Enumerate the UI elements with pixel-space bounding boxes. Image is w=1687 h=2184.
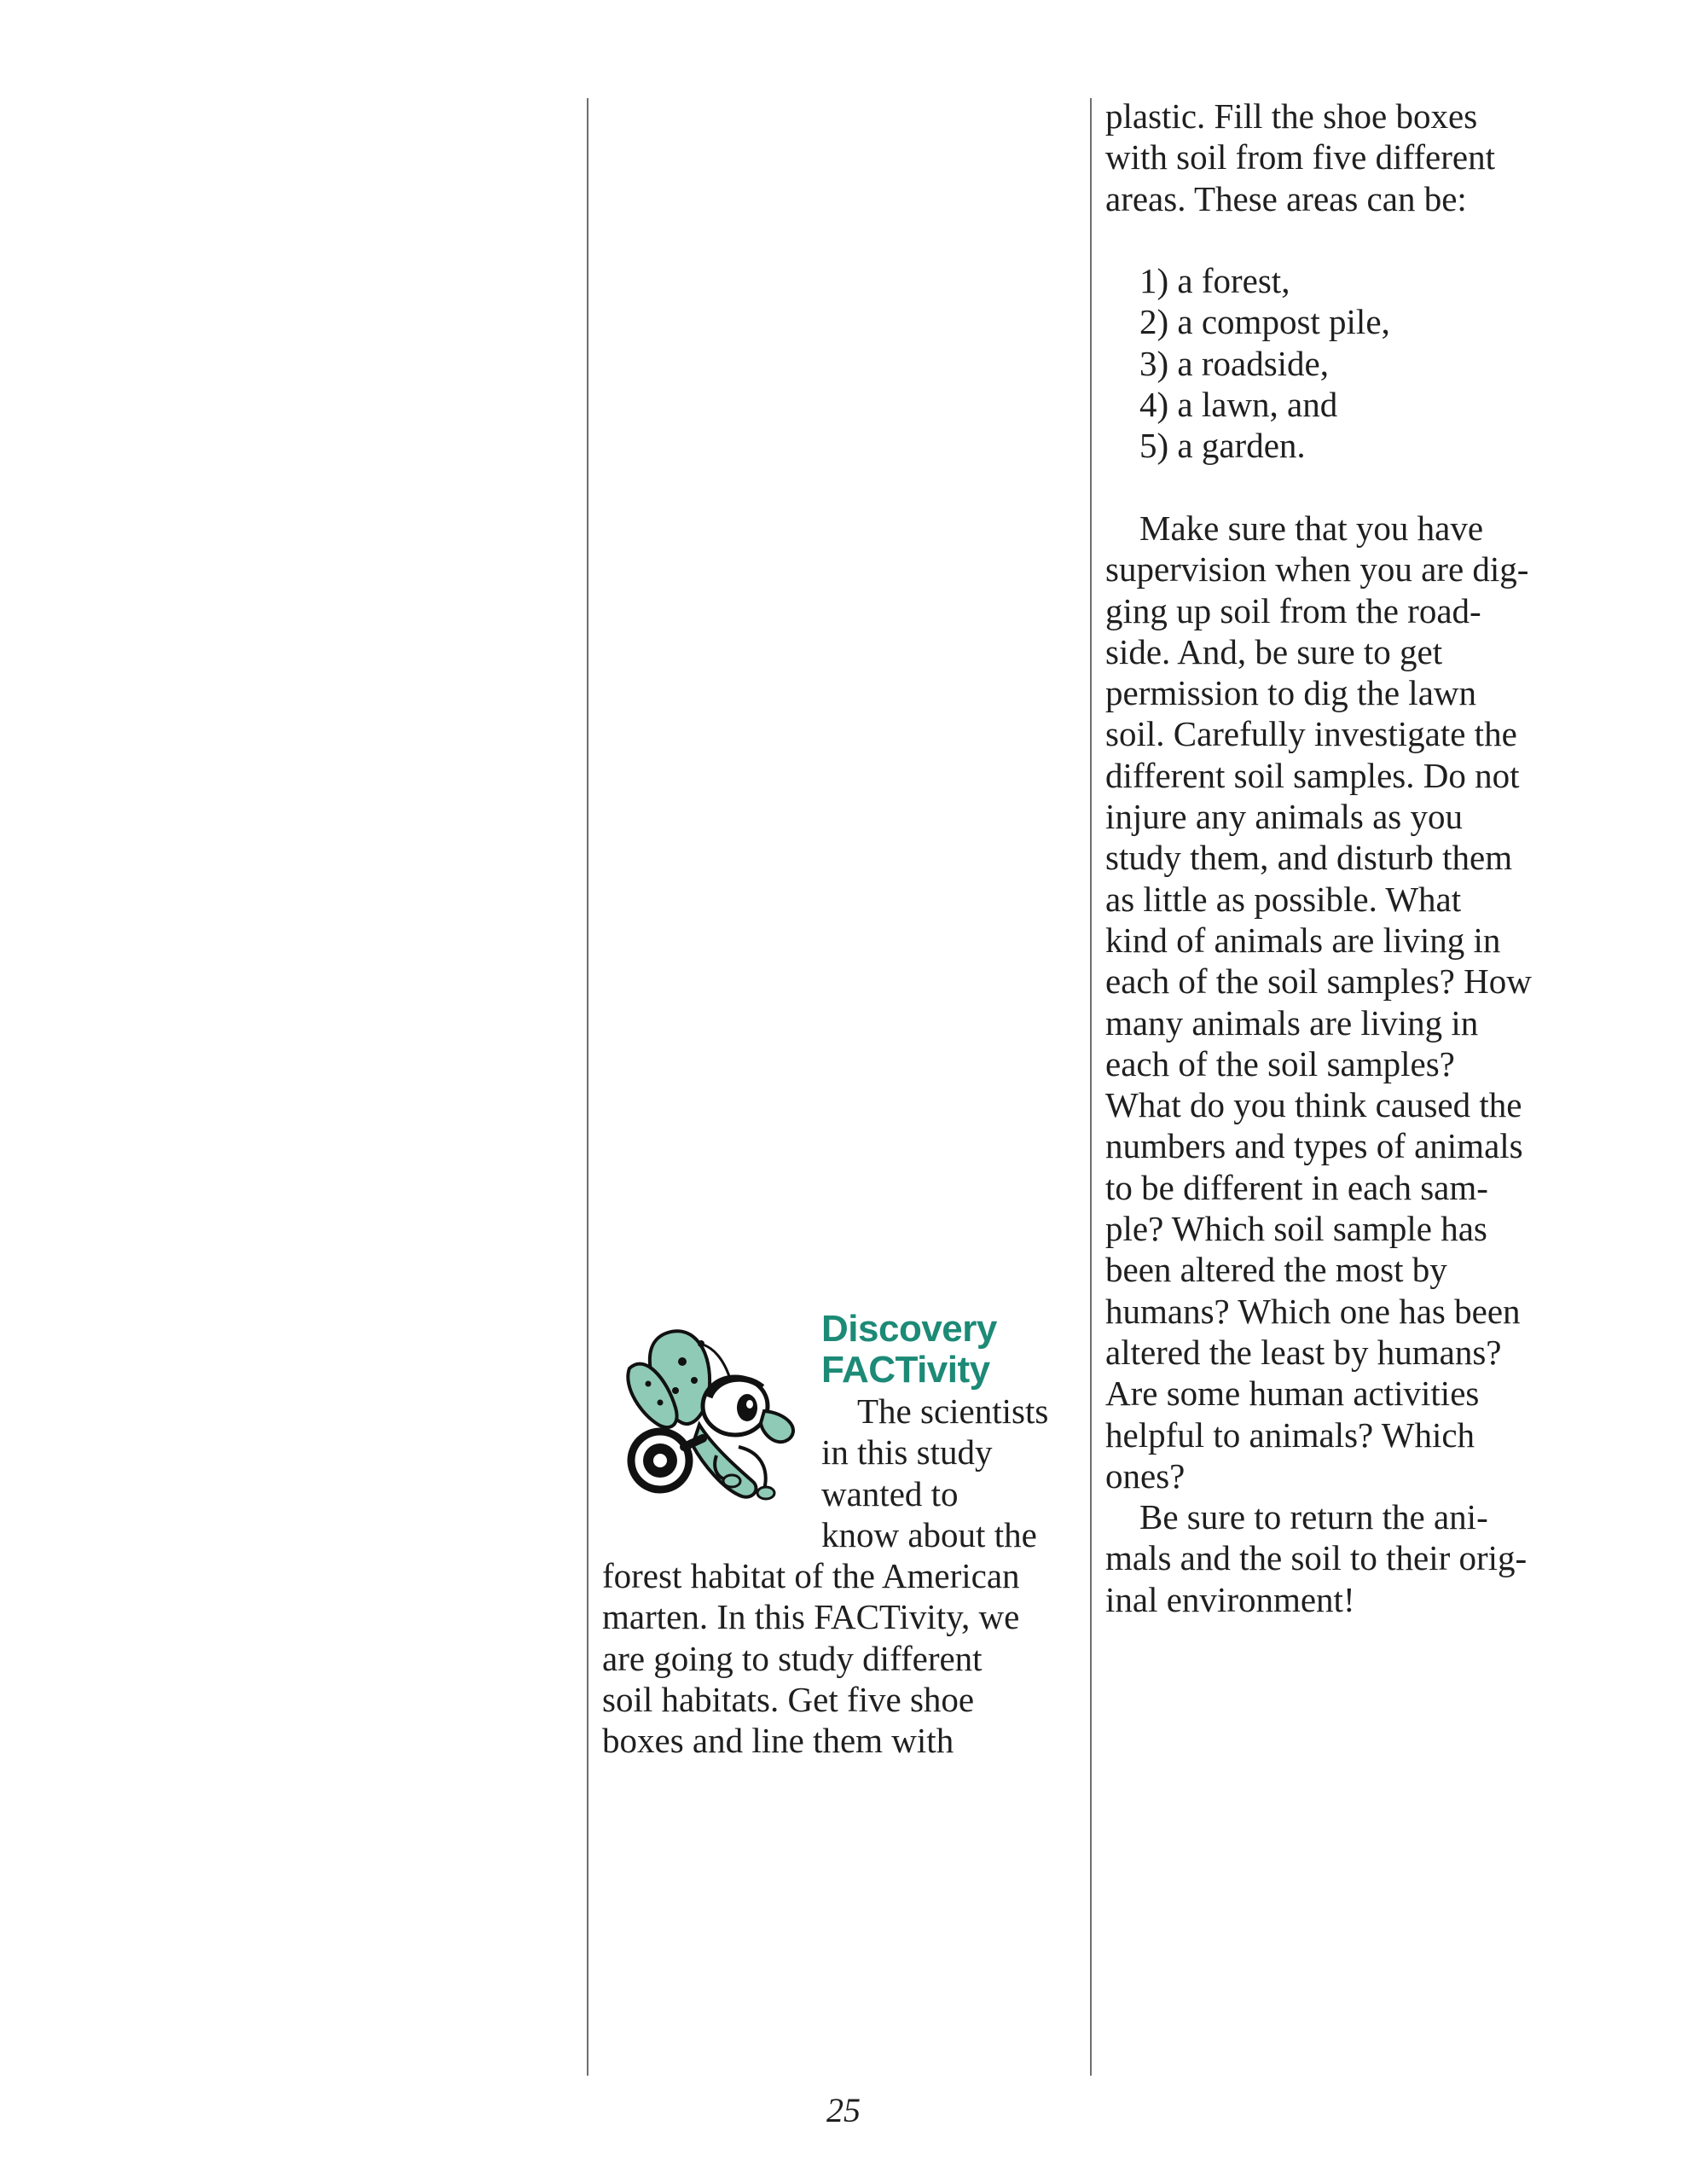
text-line: boxes and line them with (602, 1721, 954, 1761)
closing-paragraph (1105, 1496, 1617, 1620)
text-line: supervision when you are dig- (1105, 549, 1529, 590)
text-line: are going to study different (602, 1638, 983, 1678)
column-divider-left (587, 98, 588, 2076)
list-item: 5) a garden. (1139, 426, 1306, 466)
text-line: marten. In this FACTivity, we (602, 1597, 1020, 1637)
list-item: 3) a roadside, (1139, 343, 1329, 383)
magnifying-glass-bug-mascot-icon (611, 1319, 815, 1524)
text-line: to be different in each sam- (1105, 1167, 1488, 1207)
right-column-text (1105, 96, 1617, 1620)
text-line: numbers and types of animals (1105, 1126, 1523, 1166)
discovery-factivity-box (602, 1309, 1080, 1786)
text-line: plastic. Fill the shoe boxes (1105, 96, 1478, 136)
text-line: inal environment! (1105, 1579, 1355, 1619)
text-line: been altered the most by (1105, 1250, 1447, 1290)
text-line: each of the soil samples? (1105, 1043, 1455, 1083)
column-divider-right (1090, 98, 1092, 2076)
text-line: in this study (821, 1432, 993, 1472)
text-line: ple? Which soil sample has (1105, 1209, 1487, 1249)
text-line: study them, and disturb them (1105, 838, 1513, 878)
text-line: altered the least by humans? (1105, 1332, 1502, 1372)
text-line: wanted to (821, 1473, 959, 1513)
text-line: humans? Which one has been (1105, 1291, 1521, 1331)
text-line: Be sure to return the ani- (1139, 1497, 1488, 1537)
list-item: 2) a compost pile, (1139, 302, 1390, 342)
factivity-heading (821, 1309, 997, 1391)
text-line: Make sure that you have (1139, 508, 1484, 548)
factivity-heading-line2: FACTivity (821, 1349, 990, 1391)
text-line: kind of animals are living in (1105, 920, 1501, 960)
text-line: know about the (821, 1514, 1037, 1554)
text-line: different soil samples. Do not (1105, 755, 1520, 795)
text-line: with soil from five different (1105, 137, 1495, 177)
text-line: areas. These areas can be: (1105, 178, 1467, 218)
text-line: Are some human activities (1105, 1374, 1480, 1414)
page-number: 25 (826, 2091, 861, 2129)
text-line: soil habitats. Get five shoe (602, 1679, 975, 1719)
list-item: 4) a lawn, and (1139, 385, 1338, 425)
text-line: What do you think caused the (1105, 1085, 1522, 1125)
text-line: soil. Carefully investigate the (1105, 714, 1517, 754)
text-line: injure any animals as you (1105, 797, 1464, 837)
text-line: helpful to animals? Which (1105, 1414, 1475, 1455)
instructions-paragraph (1105, 508, 1617, 1496)
text-line: as little as possible. What (1105, 879, 1462, 919)
text-line: forest habitat of the American (602, 1556, 1020, 1595)
text-line: side. And, be sure to get (1105, 631, 1443, 671)
text-line: The scientists (857, 1391, 1049, 1431)
text-line: mals and the soil to their orig- (1105, 1538, 1528, 1578)
text-line: each of the soil samples? How (1105, 961, 1532, 1002)
text-line: many animals are living in (1105, 1002, 1479, 1043)
text-line: permission to dig the lawn (1105, 673, 1477, 713)
factivity-heading-line1: Discovery (821, 1308, 997, 1350)
text-line: ging up soil from the road- (1105, 590, 1481, 630)
soil-areas-list (1105, 260, 1617, 466)
factivity-text-beside-icon (821, 1391, 1048, 1555)
intro-paragraph (1105, 96, 1617, 219)
text-line: ones? (1105, 1455, 1186, 1496)
list-item: 1) a forest, (1139, 261, 1290, 301)
factivity-text-full-width (602, 1555, 1020, 1761)
